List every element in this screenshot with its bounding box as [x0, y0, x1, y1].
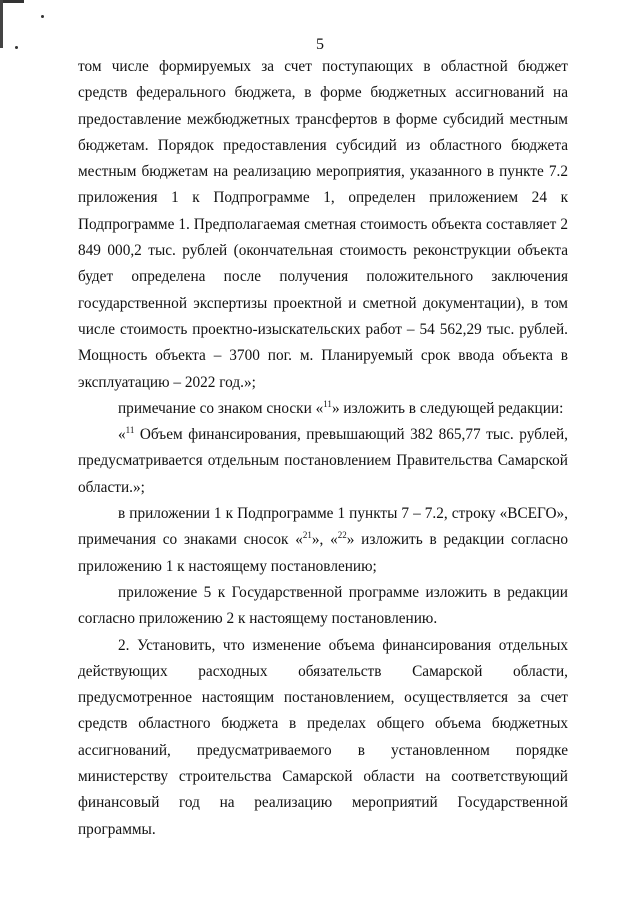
paragraph-footnote-note: примечание со знаком сноски «$^{11}$» изложить в следующей редакции: [118, 398, 564, 417]
footnote-marker: 11 [125, 425, 135, 436]
paragraph-object-cost: том числе формируемых за счет поступающих в областной бюджет средств федерального бюджета, в форме бюджетных ассигнований на предоставление межбюджетных трансфертов в форме субсидий местным бюджетам. Порядок предоставления субсидий из областного бюджета местным бюджетам на реализацию мероприятия, указанного в пункте 7.2 приложения 1 к Подпрограмме 1, определен приложением 24 к Подпрограмме 1. Предполагаемая сметная стоимость объекта составляет 2 849 000,2 тыс. рублей (окончательная стоимость реконструкции объекта будет определена после получения положительного заключения государственной экспертизы проектной и сметной документации), в том числе стоимость проектно-изыскательских работ – 54 562,29 тыс. рублей. Мощность объекта – 3700 пог. м. Планируемый срок ввода объекта в эксплуатацию – 2022 год.»; [78, 58, 568, 391]
paragraph-appendix-5-changes: приложение 5 к Государственной программе изложить в редакции согласно приложению 2 к настоящему постановлению. [78, 583, 568, 628]
scan-edge-mark [0, 0, 24, 3]
footnote-marker: 22 [337, 530, 347, 541]
paragraph-footnote-text: «$^{11}$ Объем финансирования, превышающий 382 865,77 тыс. рублей, предусматривается отдельным постановлением Правительства Самарской области.»; [78, 425, 568, 496]
paragraph-clause-2: 2. Установить, что изменение объема финансирования отдельных действующих расходных обязательств Самарской области, предусмотренное настоящим постановлением, осуществляется за счет средств областного бюджета в пределах общего объема бюджетных ассигнований, предусматриваемого в установленном порядке министерству строительства Самарской области на соответствующий финансовый год на реализацию мероприятий Государственной программы. [78, 636, 568, 838]
page-number: 5 [316, 36, 324, 53]
footnote-marker: 21 [302, 530, 312, 541]
document-body [78, 54, 568, 843]
footnote-marker: 11 [323, 398, 332, 409]
paragraph-appendix-1-changes: в приложении 1 к Подпрограмме 1 пункты 7 – 7.2, строку «ВСЕГО», примечания со знаками сносок «$^{21}$», «$^{22}$» изложить в редакции согласно приложению 1 к настоящему постановлению; [78, 505, 568, 575]
scan-speck [41, 15, 44, 18]
